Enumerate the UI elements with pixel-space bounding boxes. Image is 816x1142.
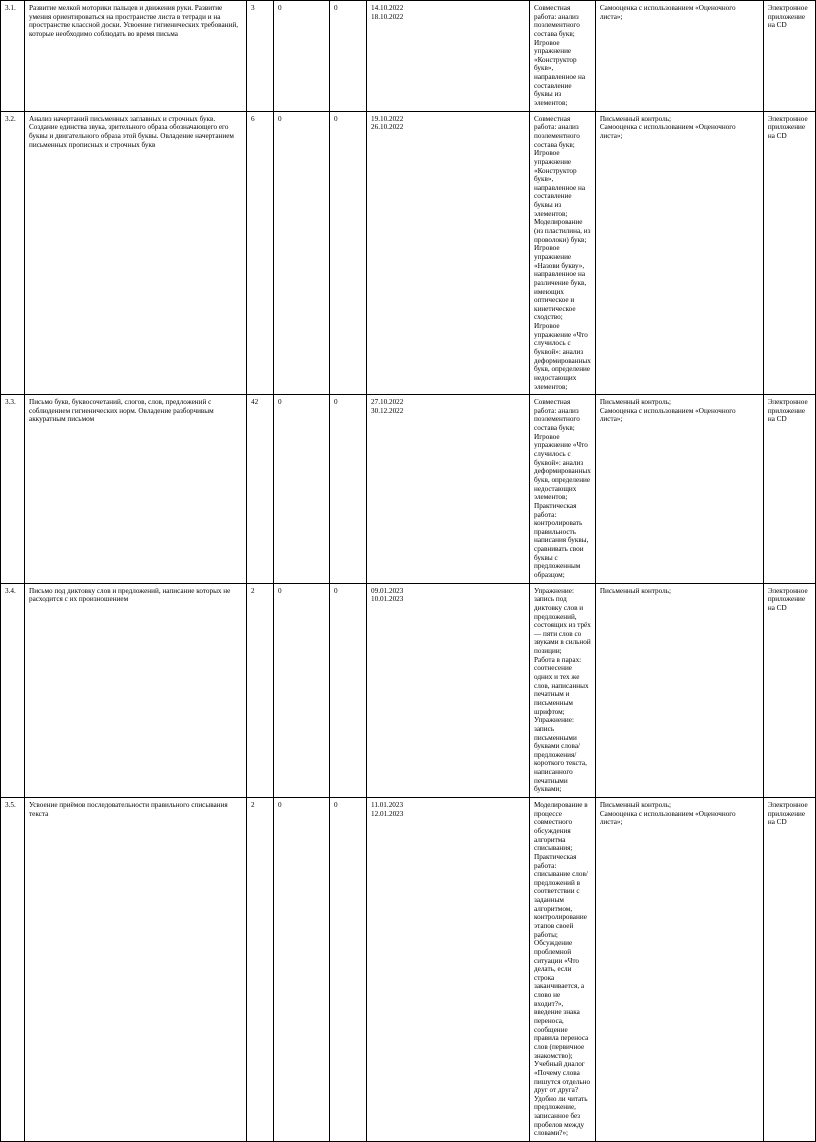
activities-cell: Упражнение: запись под диктовку слов и предложений, состоящих из трёх — пяти слов со звуками в сильной позиции; Работа в парах: соотнесение одних и тех же слов, написанных печатным и письменным шрифтом; Упражнение: запись письменными буквами слова/предложения/короткого текста, написанного печатными буквами; (530, 583, 596, 797)
practical-works-cell: 0 (330, 583, 367, 797)
resources-cell: Электронное приложение на CD (763, 395, 815, 583)
control-works-cell: 0 (274, 395, 330, 583)
assessment-cell: Письменный контроль; Самооценка с использованием «Оценочного листа»; (595, 395, 763, 583)
dates-cell: 11.01.2023 12.01.2023 (367, 798, 530, 1142)
table-row (1, 1, 816, 112)
topic-cell: Письмо букв, буквосочетаний, слогов, слов, предложений с соблюдением гигиенических норм. Овладение разборчивым аккуратным письмом (25, 395, 247, 583)
row-number: 3.2. (1, 111, 25, 395)
assessment-cell: Письменный контроль; Самооценка с использованием «Оценочного листа»; (595, 111, 763, 395)
practical-works-cell: 0 (330, 395, 367, 583)
activities-cell: Совместная работа: анализ поэлементного состава букв; Игровое упражнение «Что случилось с буквой»: анализ деформированных букв, определение недостающих элементов; Практическая работа: контролировать правильность написания буквы, сравнивать свои буквы с предложенным образцом; (530, 395, 596, 583)
resources-cell: Электронное приложение на CD (763, 798, 815, 1142)
assessment-cell: Письменный контроль; Самооценка с использованием «Оценочного листа»; (595, 798, 763, 1142)
table-row (1, 798, 816, 1142)
control-works-cell: 0 (274, 798, 330, 1142)
activities-cell: Совместная работа: анализ поэлементного состава букв; Игровое упражнение «Конструктор букв», направленное на составление буквы из элементов; (530, 1, 596, 112)
hours-cell: 3 (247, 1, 274, 112)
table-row (1, 583, 816, 797)
dates-cell: 09.01.2023 10.01.2023 (367, 583, 530, 797)
resources-cell: Электронное приложение на CD (763, 1, 815, 112)
table-row (1, 395, 816, 583)
topic-cell: Усвоение приёмов последовательности правильного списывания текста (25, 798, 247, 1142)
topic-cell: Анализ начертаний письменных заглавных и строчных букв. Создание единства звука, зрительного образа обозначающего его буквы и двигательного образа этой буквы. Овладение начертанием письменных прописных и строчных букв (25, 111, 247, 395)
practical-works-cell: 0 (330, 111, 367, 395)
activities-cell: Совместная работа: анализ поэлементного состава букв; Игровое упражнение «Конструктор букв», направленное на составление буквы из элементов; Моделирование (из пластилина, из проволоки) букв; Игровое упражнение «Назови букву», направленное на различение букв, имеющих оптическое и кинетическое сходство; Игровое упражнение «Что случилось с буквой»: анализ деформированных букв, определение недостающих элементов; (530, 111, 596, 395)
control-works-cell: 0 (274, 1, 330, 112)
table-row (1, 111, 816, 395)
hours-cell: 2 (247, 583, 274, 797)
assessment-cell: Самооценка с использованием «Оценочного листа»; (595, 1, 763, 112)
practical-works-cell: 0 (330, 1, 367, 112)
hours-cell: 2 (247, 798, 274, 1142)
control-works-cell: 0 (274, 111, 330, 395)
topic-cell: Развитие мелкой моторики пальцев и движения руки. Развитие умения ориентироваться на пространстве листа в тетради и на пространстве классной доски. Усвоение гигиенических требований, которые необходимо соблюдать во время письма (25, 1, 247, 112)
row-number: 3.3. (1, 395, 25, 583)
row-number: 3.4. (1, 583, 25, 797)
dates-cell: 14.10.2022 18.10.2022 (367, 1, 530, 112)
hours-cell: 6 (247, 111, 274, 395)
row-number: 3.5. (1, 798, 25, 1142)
topic-cell: Письмо под диктовку слов и предложений, написание которых не расходится с их произношением (25, 583, 247, 797)
row-number: 3.1. (1, 1, 25, 112)
dates-cell: 19.10.2022 26.10.2022 (367, 111, 530, 395)
dates-cell: 27.10.2022 30.12.2022 (367, 395, 530, 583)
activities-cell: Моделирование в процессе совместного обсуждения алгоритма списывания; Практическая работа: списывание слов/предложений в соответствии с заданным алгоритмом, контролирование этапов своей работы; Обсуждение проблемной ситуации «Что делать, если строка заканчивается, а слово не входит?», введение знака переноса, сообщение правила переноса слов (первичное знакомство); Учебный диалог «Почему слова пишутся отдельно друг от друга? Удобно ли читать предложение, записанное без пробелов между словами?»; (530, 798, 596, 1142)
resources-cell: Электронное приложение на CD (763, 583, 815, 797)
practical-works-cell: 0 (330, 798, 367, 1142)
hours-cell: 42 (247, 395, 274, 583)
assessment-cell: Письменный контроль; (595, 583, 763, 797)
resources-cell: Электронное приложение на CD (763, 111, 815, 395)
control-works-cell: 0 (274, 583, 330, 797)
